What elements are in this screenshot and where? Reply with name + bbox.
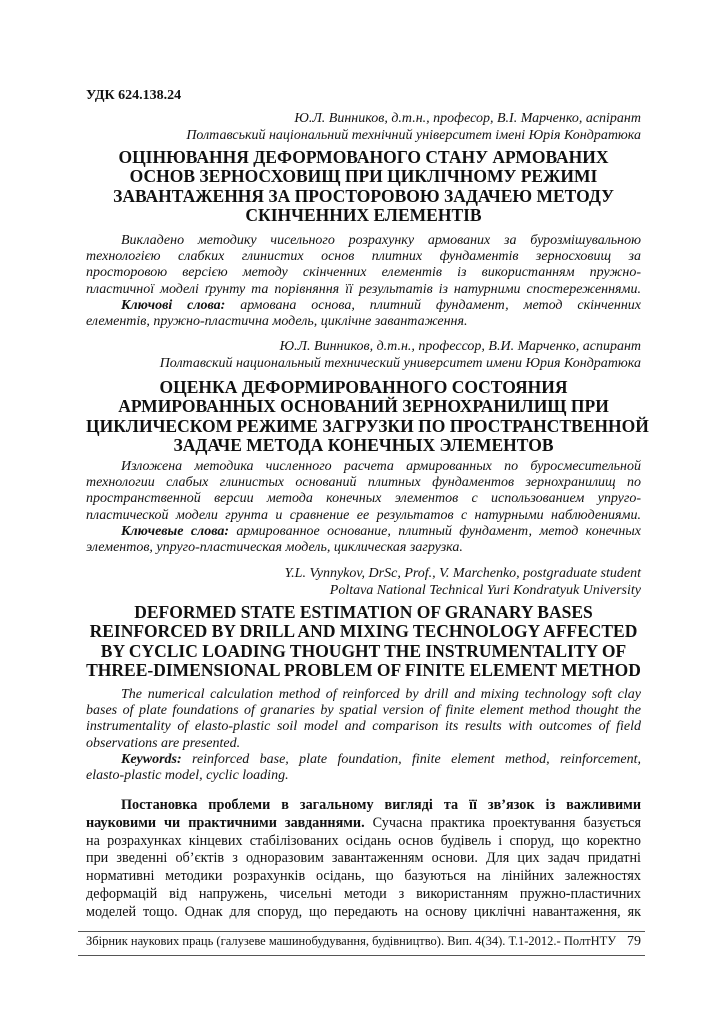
body-line: деформацій від напружень, чисельні методи з використанням пружно-пластичних <box>86 885 641 902</box>
title-line: ОЦІНЮВАННЯ ДЕФОРМОВАНОГО СТАНУ АРМОВАНИХ <box>118 147 609 167</box>
journal-citation: Збірник наукових праць (галузеве машинобудування, будівництво). Вип. 4(34). Т.1-2012.- ПолтНТУ <box>86 934 617 948</box>
abstract-line: пластической модели грунта и сравнение ее результатов с натурными наблюдениями. <box>86 507 641 523</box>
keywords-text: reinforced base, plate foundation, finite element method, reinforcement, <box>181 751 641 767</box>
body-text-span: Сучасна практика проектування базується <box>364 814 641 831</box>
title-ua <box>86 148 641 225</box>
title-en <box>86 603 641 680</box>
page-number: 79 <box>627 934 641 949</box>
abstract-line: пластичної моделі ґрунту та порівняння її результатів із натурними спостереженнями. <box>86 281 641 297</box>
abstract-ua <box>86 233 641 330</box>
keywords-line: елементів, пружно-пластична модель, циклічне завантаження. <box>86 314 468 330</box>
abstract-line: пространственной версии метода конечных элементов с использованием упруго- <box>86 491 641 507</box>
abstract-en <box>86 687 641 784</box>
keywords-line: элементов, упруго-пластическая модель, циклическая загрузка. <box>86 540 463 556</box>
body-line: на розрахунках кінцевих стабілізованих осідань основ будівель і споруд, що коректно <box>86 832 641 849</box>
abstract-ru <box>86 459 641 556</box>
keywords-text: армированное основание, плитный фундамент, метод конечных <box>229 523 641 539</box>
keywords-label: Ключевые слова: <box>121 523 230 539</box>
udk-code: УДК 624.138.24 <box>86 88 182 103</box>
title-line: ЦИКЛИЧЕСКОМ РЕЖИМЕ ЗАГРУЗКИ ПО ПРОСТРАНСТВЕННОЙ <box>86 415 649 436</box>
footer-rule-top <box>78 931 645 932</box>
title-line: ОЦЕНКА ДЕФОРМИРОВАННОГО СОСТОЯНИЯ <box>159 377 568 397</box>
body-text <box>86 797 641 922</box>
section-heading: науковими чи практичними завданнями. <box>86 814 365 831</box>
abstract-line: просторовою версією методу скінченних елементів із використанням пружно- <box>86 265 641 281</box>
keywords-text: армована основа, плитний фундамент, метод скінченних <box>225 297 641 313</box>
affiliation-line: Полтавский национальный технический университет имени Юрия Кондратюка <box>159 356 641 371</box>
title-line: THREE-DIMENSIONAL PROBLEM OF FINITE ELEMENT METHOD <box>86 659 641 680</box>
abstract-line: bases of plate foundations of granaries by spatial version of finite element method thought the <box>86 703 641 719</box>
authors-line: Ю.Л. Винников, д.т.н., профессор, В.И. Марченко, аспирант <box>279 339 641 354</box>
authors-ru <box>86 338 641 372</box>
abstract-line: технологією слабких глинистих основ плитних фундаментів зерносховищ за <box>86 249 641 265</box>
footer <box>86 934 641 949</box>
authors-line: Ю.Л. Винников, д.т.н., професор, В.І. Марченко, аспірант <box>294 111 641 126</box>
body-line <box>86 815 641 833</box>
abstract-line: observations are presented. <box>86 735 241 751</box>
affiliation-line: Poltava National Technical Yuri Kondratyuk University <box>329 583 641 598</box>
abstract-line: технологии слабых глинистых оснований плитных фундаментов зернохранилищ по <box>86 475 641 491</box>
authors-en <box>86 565 641 599</box>
abstract-line: instrumentality of elasto-plastic soil model and comparison its results with outcomes of field <box>86 719 641 735</box>
body-line <box>86 797 641 815</box>
title-line: СКІНЧЕННИХ ЕЛЕМЕНТІВ <box>245 204 482 225</box>
title-line: ЗАВАНТАЖЕННЯ ЗА ПРОСТОРОВОЮ ЗАДАЧЕЮ МЕТОДУ <box>113 185 614 206</box>
keywords-line <box>86 752 641 768</box>
title-line: REINFORCED BY DRILL AND MIXING TECHNOLOGY AFFECTED <box>89 621 638 642</box>
keywords-label: Keywords: <box>121 751 182 767</box>
footer-rule-bottom <box>78 955 645 956</box>
keywords-line <box>86 524 641 540</box>
affiliation-line: Полтавський національний технічний університет імені Юрія Кондратюка <box>186 128 641 143</box>
authors-line: Y.L. Vynnykov, DrSc, Prof., V. Marchenko, postgraduate student <box>284 566 641 581</box>
title-ru <box>86 377 649 455</box>
keywords-label: Ключові слова: <box>121 297 226 313</box>
title-line: ОСНОВ ЗЕРНОСХОВИЩ ПРИ ЦИКЛІЧНОМУ РЕЖИМІ <box>129 166 598 187</box>
section-heading: Постановка проблеми в загальному вигляді та її зв’язок із важливими <box>121 797 641 813</box>
title-line: ЗАДАЧЕ МЕТОДА КОНЕЧНЫХ ЭЛЕМЕНТОВ <box>173 434 554 455</box>
title-line: АРМИРОВАННЫХ ОСНОВАНИЙ ЗЕРНОХРАНИЛИЩ ПРИ <box>118 396 609 417</box>
keywords-line <box>86 298 641 314</box>
title-line: BY CYCLIC LOADING THOUGHT THE INSTRUMENTALITY OF <box>100 640 627 661</box>
title-line: DEFORMED STATE ESTIMATION OF GRANARY BASES <box>134 602 593 622</box>
keywords-line: elasto-plastic model, cyclic loading. <box>86 768 289 784</box>
authors-ua <box>86 110 641 144</box>
abstract-line: The numerical calculation method of reinforced by drill and mixing technology soft clay <box>121 687 641 702</box>
abstract-line: Викладено методику чисельного розрахунку армованих за бурозмішувальною <box>121 233 641 248</box>
body-line: нормативні методики розрахунків осідань, що базуються на лінійних залежностях <box>86 868 641 885</box>
body-line: при зведенні об’єктів з одноразовим завантаженням основи. Для цих задач придатні <box>86 850 641 867</box>
abstract-line: Изложена методика численного расчета армированных по буросмесительной <box>121 459 641 474</box>
body-line: моделей тощо. Однак для споруд, що передають на основу циклічні навантаження, як <box>86 903 641 920</box>
